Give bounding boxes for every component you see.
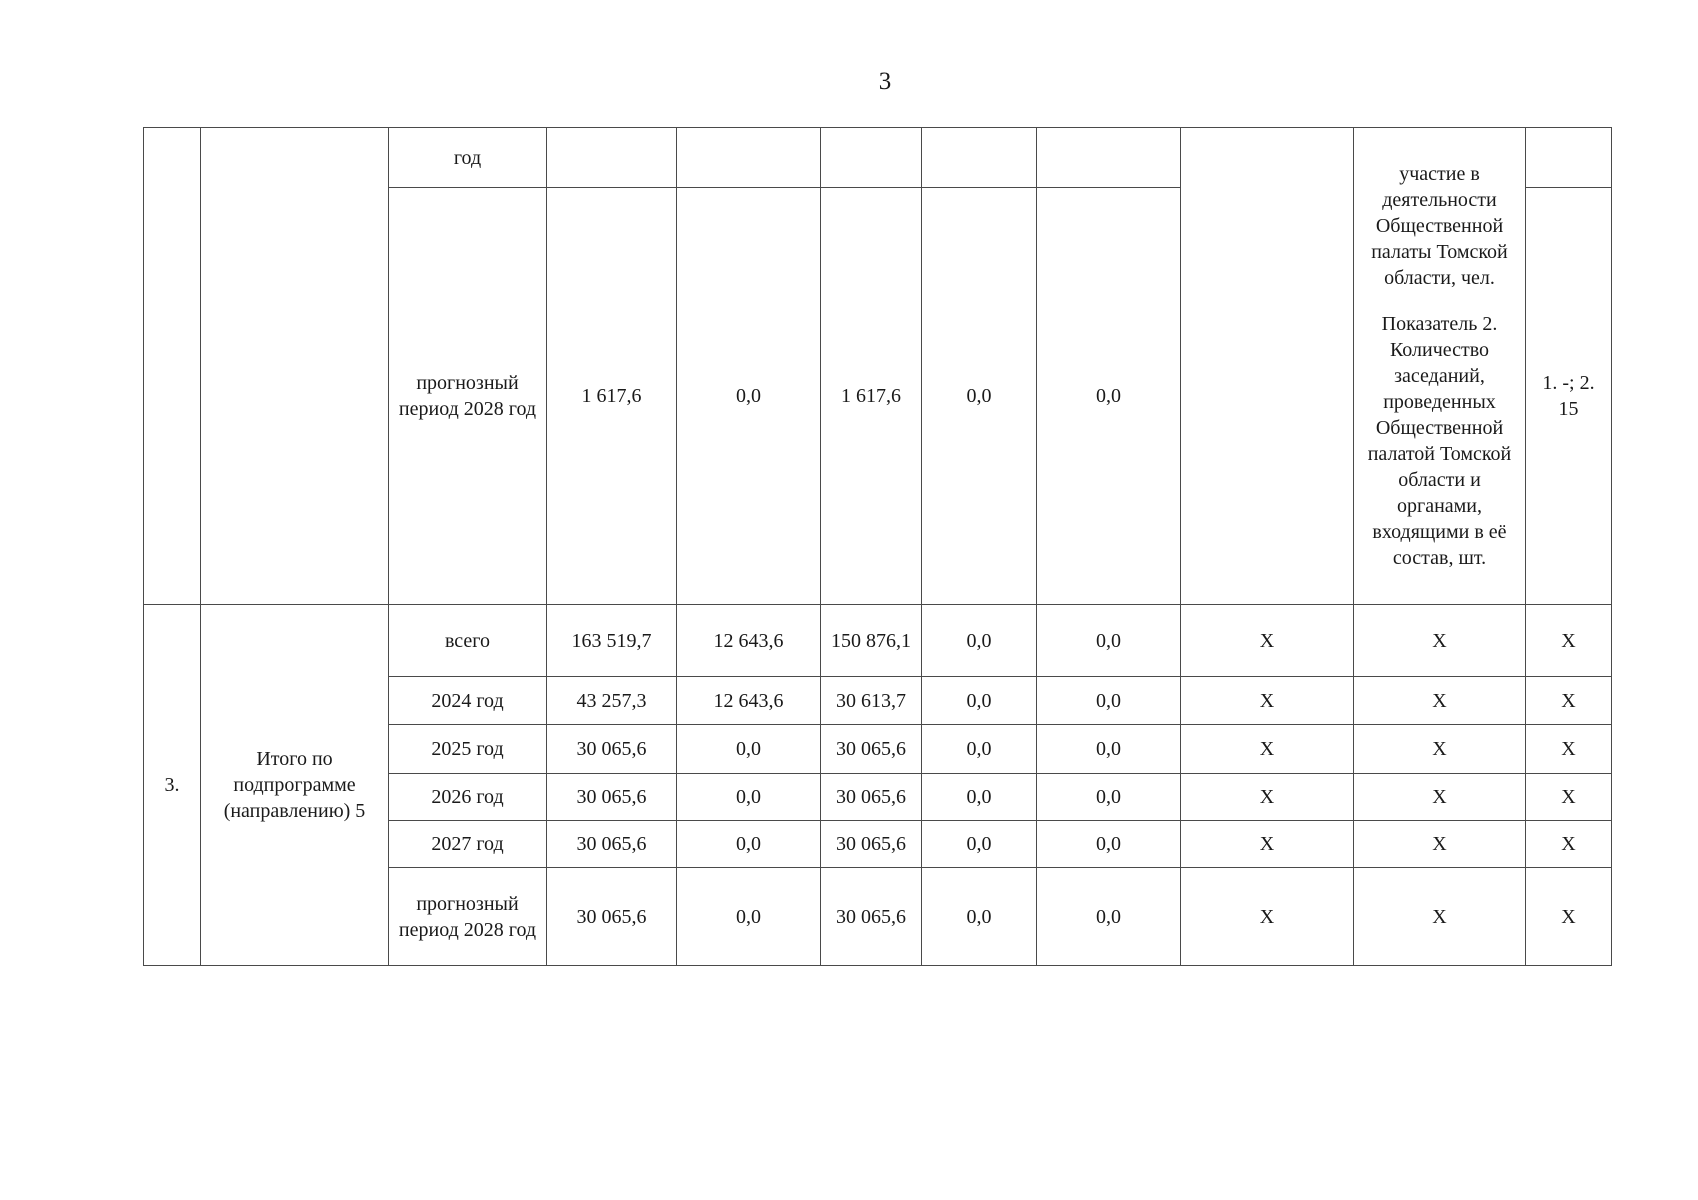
regional-cell: 30 065,6 bbox=[821, 774, 922, 821]
x-cell: X bbox=[1354, 605, 1526, 677]
x-cell: X bbox=[1526, 725, 1612, 774]
table-row bbox=[144, 128, 1612, 188]
period-cell: прогнозный период 2028 год bbox=[389, 868, 547, 966]
value-cell: 1. -; 2. 15 bbox=[1526, 188, 1612, 605]
period-cell: 2026 год bbox=[389, 774, 547, 821]
x-cell: X bbox=[1181, 868, 1354, 966]
x-cell: X bbox=[1526, 821, 1612, 868]
federal-cell: 12 643,6 bbox=[677, 605, 821, 677]
name-cell: Итого по подпрограмме (направлению) 5 bbox=[201, 605, 389, 966]
extrabudget-cell: 0,0 bbox=[1037, 188, 1181, 605]
regional-cell: 1 617,6 bbox=[821, 188, 922, 605]
x-cell: X bbox=[1181, 774, 1354, 821]
extrabudget-cell: 0,0 bbox=[1037, 605, 1181, 677]
x-cell: X bbox=[1354, 868, 1526, 966]
x-cell: X bbox=[1181, 725, 1354, 774]
total-cell: 1 617,6 bbox=[547, 188, 677, 605]
local-cell: 0,0 bbox=[922, 868, 1037, 966]
x-cell: X bbox=[1181, 605, 1354, 677]
indicator-cell bbox=[1354, 128, 1526, 605]
extrabudget-cell: 0,0 bbox=[1037, 725, 1181, 774]
extrabudget-cell bbox=[1037, 128, 1181, 188]
local-cell: 0,0 bbox=[922, 821, 1037, 868]
local-cell: 0,0 bbox=[922, 725, 1037, 774]
total-cell: 30 065,6 bbox=[547, 725, 677, 774]
number-cell: 3. bbox=[144, 605, 201, 966]
period-cell: год bbox=[389, 128, 547, 188]
federal-cell: 0,0 bbox=[677, 774, 821, 821]
federal-cell bbox=[677, 128, 821, 188]
x-cell: X bbox=[1526, 774, 1612, 821]
total-cell: 43 257,3 bbox=[547, 677, 677, 725]
total-cell: 30 065,6 bbox=[547, 774, 677, 821]
extrabudget-cell: 0,0 bbox=[1037, 774, 1181, 821]
period-cell: 2027 год bbox=[389, 821, 547, 868]
x-cell: X bbox=[1354, 677, 1526, 725]
local-cell: 0,0 bbox=[922, 774, 1037, 821]
local-cell: 0,0 bbox=[922, 188, 1037, 605]
x-cell: X bbox=[1526, 605, 1612, 677]
regional-cell: 150 876,1 bbox=[821, 605, 922, 677]
extrabudget-cell: 0,0 bbox=[1037, 821, 1181, 868]
period-cell: 2024 год bbox=[389, 677, 547, 725]
x-cell: X bbox=[1526, 868, 1612, 966]
regional-cell bbox=[821, 128, 922, 188]
extrabudget-cell: 0,0 bbox=[1037, 868, 1181, 966]
x-cell: X bbox=[1354, 774, 1526, 821]
period-cell: всего bbox=[389, 605, 547, 677]
regional-cell: 30 065,6 bbox=[821, 821, 922, 868]
x-cell: X bbox=[1354, 821, 1526, 868]
extrabudget-cell: 0,0 bbox=[1037, 677, 1181, 725]
page-number: 3 bbox=[878, 68, 892, 95]
federal-cell: 0,0 bbox=[677, 725, 821, 774]
local-cell bbox=[922, 128, 1037, 188]
federal-cell: 0,0 bbox=[677, 188, 821, 605]
name-cell bbox=[201, 128, 389, 605]
local-cell: 0,0 bbox=[922, 677, 1037, 725]
regional-cell: 30 613,7 bbox=[821, 677, 922, 725]
x-cell: X bbox=[1181, 677, 1354, 725]
federal-cell: 12 643,6 bbox=[677, 677, 821, 725]
table-row bbox=[144, 605, 1612, 677]
regional-cell: 30 065,6 bbox=[821, 868, 922, 966]
total-cell: 163 519,7 bbox=[547, 605, 677, 677]
federal-cell: 0,0 bbox=[677, 821, 821, 868]
value-cell bbox=[1526, 128, 1612, 188]
local-cell: 0,0 bbox=[922, 605, 1037, 677]
indicator-name-cell bbox=[1181, 128, 1354, 605]
x-cell: X bbox=[1526, 677, 1612, 725]
federal-cell: 0,0 bbox=[677, 868, 821, 966]
x-cell: X bbox=[1181, 821, 1354, 868]
x-cell: X bbox=[1354, 725, 1526, 774]
regional-cell: 30 065,6 bbox=[821, 725, 922, 774]
number-cell bbox=[144, 128, 201, 605]
indicator-1-text: участие в деятельности Общественной палаты Томской области, чел. bbox=[1371, 163, 1508, 289]
total-cell: 30 065,6 bbox=[547, 821, 677, 868]
period-cell: прогнозный период 2028 год bbox=[389, 188, 547, 605]
budget-table bbox=[143, 127, 1612, 966]
period-cell: 2025 год bbox=[389, 725, 547, 774]
indicator-2-text: Показатель 2. Количество заседаний, проведенных Общественной палатой Томской области и органами, входящими в её состав, шт. bbox=[1367, 313, 1512, 569]
total-cell: 30 065,6 bbox=[547, 868, 677, 966]
total-cell bbox=[547, 128, 677, 188]
